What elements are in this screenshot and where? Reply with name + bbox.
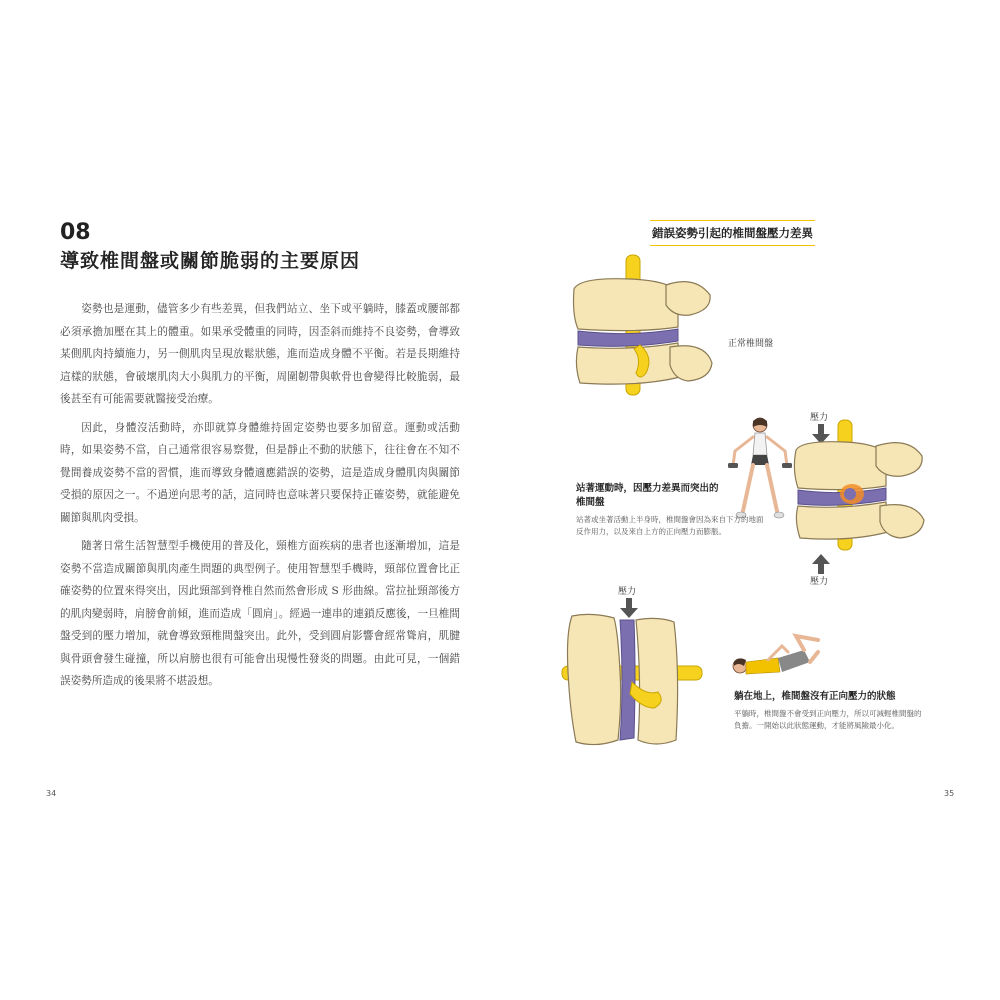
lying-title: 躺在地上，椎間盤沒有正向壓力的狀態	[734, 691, 896, 702]
page-number-left: 34	[46, 789, 57, 798]
body-text	[60, 298, 460, 699]
chapter-number: 08	[60, 220, 91, 245]
paragraph-1: 姿勢也是運動，儘管多少有些差異，但我們站立、坐下或平躺時，膝蓋或腰部都必須承擔加壓在其上的體重。如果承受體重的同時，因歪斜而維持不良姿勢，會導致某側肌肉持續施力，另一側肌肉呈現放鬆狀態，進而造成身體不平衡。若是長期維持這樣的狀態，會破壞肌肉大小與肌力的平衡，周圍韌帶與軟骨也會變得比較脆弱，最後甚至有可能需要就醫接受治療。	[60, 303, 460, 405]
standing-description: 站著或坐著活動上半身時，椎間盤會因為來自下方的地面反作用力，以及來自上方的正向壓力而膨脹。	[576, 515, 764, 536]
paragraph-2: 因此，身體沒活動時，亦即就算身體維持固定姿勢也要多加留意。運動或活動時，如果姿勢不當，自己通常很容易察覺，但是靜止不動的狀態下，往往會在不知不覺間養成姿勢不當的習慣，進而導致身體適應錯誤的姿勢，這是造成身體肌肉與關節受損的原因之一。不過逆向思考的話，這同時也意味著只要保持正確姿勢，就能避免關節與肌肉受損。	[60, 421, 460, 524]
arrow-up-icon	[812, 554, 830, 574]
paragraph-3: 隨著日常生活智慧型手機使用的普及化，頸椎方面疾病的患者也逐漸增加，這是姿勢不當造成關節與肌肉產生問題的典型例子。使用智慧型手機時，頸部位置會比正確姿勢的位置來得突出，因此頸部到脊椎自然而然會形成 S 形曲線。當拉扯頸部後方的肌肉變弱時，肩膀會前傾，進而造成「圓肩」。經過一連串的連鎖反應後，一旦椎間盤受到的壓力增加，就會導致頸椎間盤突出。此外，受到圓肩影響會經常聳肩，肌腱與骨頭會發生碰撞，所以肩膀也很有可能會出現慢性發炎的問題。由此可見，一個錯誤姿勢所造成的後果將不堪設想。	[60, 540, 460, 687]
normal-spine-illustration	[570, 255, 720, 395]
page-number-right: 35	[944, 789, 955, 798]
lying-exercise-figure	[728, 632, 828, 682]
standing-exercise-figure	[725, 415, 795, 525]
herniated-spine-illustration	[790, 420, 930, 550]
lying-description: 平躺時，椎間盤不會受到正向壓力，所以可減輕椎間盤的負擔。一開始以此狀態運動，才能將風險最小化。	[734, 709, 922, 730]
normal-disc-label: 正常椎間盤	[728, 339, 774, 349]
standing-pressure-top-label: 壓力	[810, 413, 829, 423]
standing-pressure-bottom-label: 壓力	[810, 577, 829, 587]
chapter-title: 導致椎間盤或關節脆弱的主要原因	[60, 250, 361, 272]
figure-title: 錯誤姿勢引起的椎間盤壓力差異	[650, 220, 815, 246]
lying-spine-illustration	[562, 612, 702, 752]
standing-title: 站著運動時，因壓力差異而突出的椎間盤	[576, 483, 719, 508]
lying-pressure-label: 壓力	[618, 587, 637, 597]
